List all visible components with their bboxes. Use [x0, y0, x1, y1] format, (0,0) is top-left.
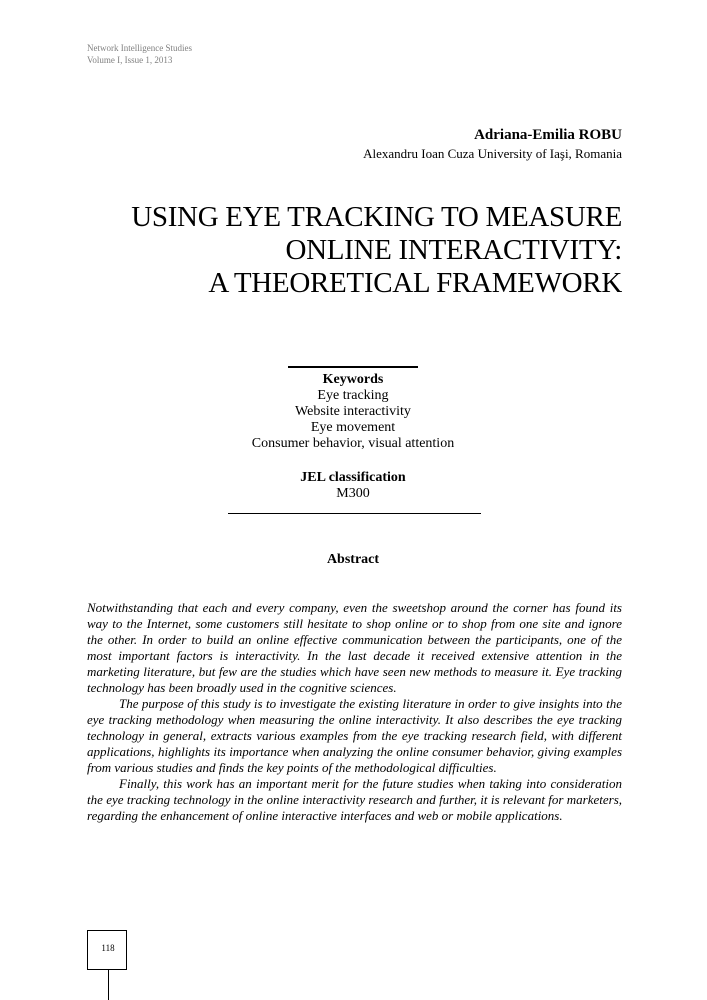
author-name: Adriana-Emilia ROBU — [474, 127, 622, 143]
keywords-block — [203, 372, 503, 452]
journal-header — [87, 42, 192, 66]
abstract-paragraph-2: The purpose of this study is to investigate the existing literature in order to give insights into the eye tracking methodology when measuring the online interactivity. It also describes the eye tracking technology in general, extracts various examples from the eye tracking research field, with different applications, highlights its importance when analyzing the online consumer behavior, giving examples from various studies and finds the key points of the methodological difficulties. — [87, 696, 622, 775]
title-line-1: USING EYE TRACKING TO MEASURE — [131, 201, 622, 233]
page-number: 118 — [101, 943, 115, 953]
author-affiliation: Alexandru Ioan Cuza University of Iaşi, Romania — [363, 146, 622, 161]
keyword-item: Eye tracking — [317, 388, 389, 403]
keywords-bottom-rule — [228, 513, 481, 514]
journal-issue: Volume I, Issue 1, 2013 — [87, 55, 173, 65]
author-block — [363, 125, 622, 163]
abstract-heading: Abstract — [326, 552, 380, 567]
keyword-item: Website interactivity — [295, 404, 411, 419]
page-number-box — [87, 930, 127, 970]
page-number-tick — [108, 970, 109, 1000]
title-line-2: ONLINE INTERACTIVITY: — [285, 234, 622, 266]
keyword-item: Eye movement — [310, 420, 396, 435]
keywords-heading: Keywords — [322, 372, 384, 387]
keyword-item: Consumer behavior, visual attention — [251, 436, 455, 451]
abstract-body — [87, 600, 622, 824]
journal-name: Network Intelligence Studies — [87, 43, 192, 53]
abstract-paragraph-1: Notwithstanding that each and every company, even the sweetshop around the corner has found its way to the Internet, some customers still hesitate to shop online or to shop from one site and ignore the other. In order to build an online effective communication between the participants, one of the most important factors is interactivity. In the last decade it received extensive attention in the marketing literature, but few are the studies which have seen new methods to measure it. Eye tracking technology has been broadly used in the cognitive sciences. — [87, 600, 622, 695]
jel-heading: JEL classification — [300, 470, 406, 485]
paper-title — [62, 201, 622, 300]
title-line-3: A THEORETICAL FRAMEWORK — [208, 267, 622, 299]
abstract-paragraph-3: Finally, this work has an important merit for the future studies when taking into consideration the eye tracking technology in the online interactivity research and further, it is relevant for marketers, regarding the enhancement of online interactive interfaces and web or mobile applications. — [87, 776, 622, 823]
jel-block — [203, 470, 503, 502]
keywords-top-rule — [288, 366, 418, 368]
jel-code: M300 — [336, 486, 370, 501]
